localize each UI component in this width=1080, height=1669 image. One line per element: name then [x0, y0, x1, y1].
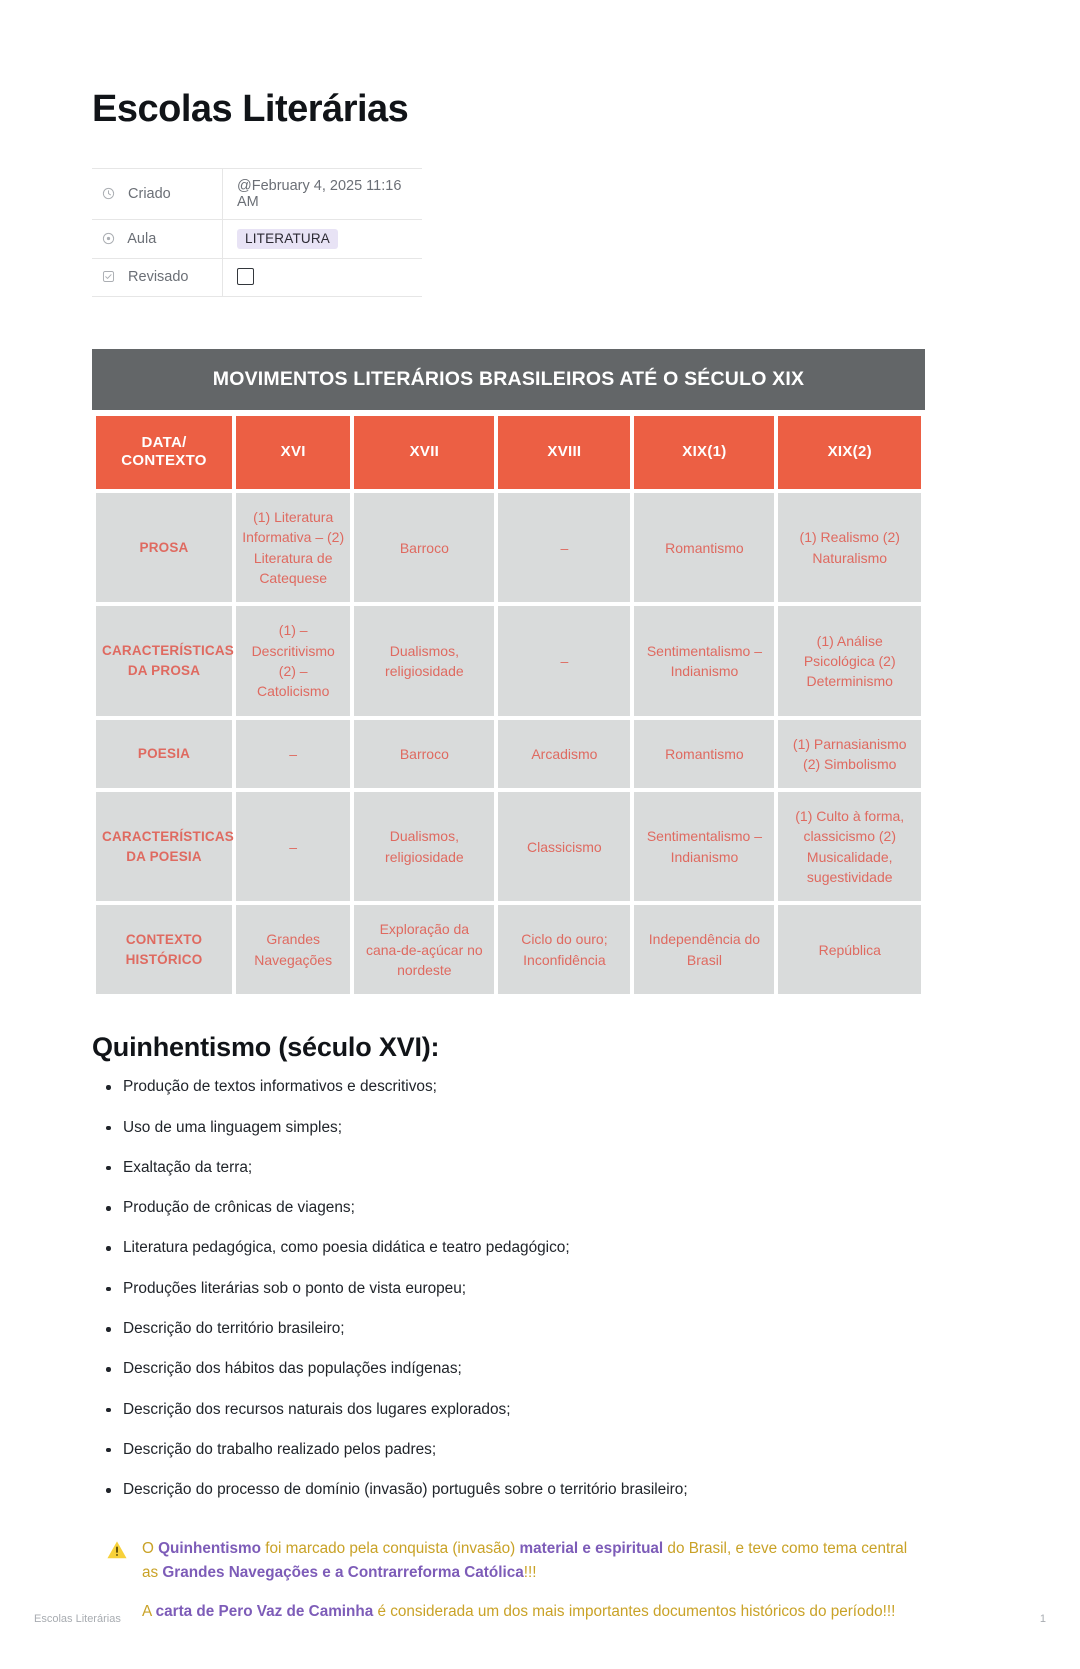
row-header-caracteristicas-prosa: [96, 606, 235, 715]
cell-cpoesia-xix2: (1) Culto à forma, classicismo (2) Musicalidade, sugestividade: [778, 792, 921, 901]
cell-prosa-xvii: Barroco: [354, 493, 494, 602]
quinhentismo-bullet-list: [92, 1077, 988, 1501]
callout-p2-a: A: [142, 1603, 156, 1621]
figure-header-row: [96, 416, 921, 490]
row-header-prosa: PROSA: [96, 493, 232, 602]
property-value-criado[interactable]: @February 4, 2025 11:16 AM: [237, 177, 402, 210]
cell-cprosa-xviii: –: [498, 606, 630, 715]
property-value-revisado[interactable]: [223, 258, 423, 296]
property-key-revisado: [92, 258, 223, 296]
row-header-caracteristicas-poesia: [96, 792, 235, 901]
movimentos-literarios-figure: [92, 349, 925, 999]
list-item: Descrição do processo de domínio (invasão) português sobre o território brasileiro;: [92, 1480, 988, 1501]
callout-p1-a: O: [142, 1540, 159, 1557]
callout-block: [92, 1535, 921, 1624]
callout-p1-e: do Brasil, e teve como tema central as: [142, 1540, 908, 1581]
property-value-aula[interactable]: [223, 219, 423, 258]
cell-cpoesia-xvi: –: [236, 792, 350, 901]
col-header-line1: DATA/: [141, 433, 187, 451]
row-header-line2: HISTÓRICO: [125, 951, 203, 967]
cell-poesia-xvi: –: [236, 720, 350, 789]
cell-poesia-xviii: Arcadismo: [498, 720, 630, 789]
page-title: Escolas Literárias: [92, 88, 409, 130]
properties-table: [92, 168, 422, 297]
cell-poesia-xix2: (1) Parnasianismo (2) Simbolismo: [778, 720, 921, 789]
figure-col-header-xix-1: XIX(1): [634, 416, 774, 490]
cell-contexto-xviii: Ciclo do ouro; Inconfidência: [498, 905, 630, 994]
cell-cpoesia-xviii: Classicismo: [498, 792, 630, 901]
list-item: Descrição dos hábitos das populações indígenas;: [92, 1359, 988, 1380]
table-row: [96, 792, 921, 901]
callout-p1-c: foi marcado pela conquista (invasão): [261, 1540, 520, 1557]
cell-cprosa-xvii: Dualismos, religiosidade: [354, 606, 494, 715]
table-row: [96, 493, 921, 602]
cell-poesia-xvii: Barroco: [354, 720, 494, 789]
col-header-line2: CONTEXTO: [121, 452, 207, 470]
row-header-poesia: POESIA: [96, 720, 232, 789]
revisado-checkbox[interactable]: [237, 268, 254, 285]
checkbox-icon: [102, 270, 115, 283]
list-item: Uso de uma linguagem simples;: [92, 1118, 988, 1139]
property-label-revisado: Revisado: [128, 269, 189, 286]
clock-icon: [102, 187, 115, 200]
list-item: Produção de textos informativos e descritivos;: [92, 1077, 988, 1098]
callout-p2-b: carta de Pero Vaz de Caminha: [155, 1603, 374, 1621]
figure-col-header-xix-2: XIX(2): [778, 416, 921, 490]
row-header-contexto-historico: [96, 905, 232, 994]
row-header-line1: CARACTERÍSTICAS: [102, 643, 235, 659]
property-row-criado: [92, 168, 422, 219]
property-key-aula: [92, 219, 223, 258]
list-item: Produção de crônicas de viagens;: [92, 1198, 988, 1219]
table-row: [96, 606, 921, 715]
section-heading-quinhentismo: Quinhentismo (século XVI):: [92, 1032, 440, 1063]
row-header-line1: CARACTERÍSTICAS: [102, 829, 235, 845]
list-item: Descrição dos recursos naturais dos lugares explorados;: [92, 1400, 988, 1421]
list-item: Descrição do trabalho realizado pelos padres;: [92, 1440, 988, 1461]
table-row: [96, 720, 921, 789]
callout-p2-c: é considerada um dos mais importantes documentos históricos do período!!!: [373, 1603, 896, 1621]
cell-cpoesia-xix1: Sentimentalismo – Indianismo: [634, 792, 774, 901]
figure-col-header-xvi: XVI: [236, 416, 350, 490]
cell-contexto-xix2: República: [778, 905, 921, 994]
property-label-aula: Aula: [127, 230, 157, 247]
cell-prosa-xvi: (1) Literatura Informativa – (2) Literatura de Catequese: [236, 493, 350, 602]
row-header-line2: DA PROSA: [127, 662, 201, 678]
callout-paragraph-1: [142, 1537, 921, 1584]
figure-col-header-xvii: XVII: [354, 416, 494, 490]
cell-cprosa-xvi: (1) – Descritivismo (2) – Catolicismo: [236, 606, 350, 715]
property-label-criado: Criado: [128, 185, 171, 202]
cell-prosa-xix1: Romantismo: [634, 493, 774, 602]
cell-prosa-xix2: (1) Realismo (2) Naturalismo: [778, 493, 921, 602]
warning-triangle-icon: [106, 1537, 128, 1624]
property-row-revisado: [92, 258, 422, 296]
callout-text: [142, 1537, 921, 1624]
list-item: Exaltação da terra;: [92, 1158, 988, 1179]
callout-p1-g: !!!: [523, 1563, 537, 1581]
footer-page-number: 1: [1039, 1613, 1046, 1625]
cell-contexto-xvii: Exploração da cana-de-açúcar no nordeste: [354, 905, 494, 994]
list-item: Literatura pedagógica, como poesia didática e teatro pedagógico;: [92, 1238, 988, 1259]
table-row: [96, 905, 921, 994]
callout-p1-f: Grandes Navegações e a Contrarreforma Católica: [162, 1563, 524, 1581]
cell-cprosa-xix1: Sentimentalismo – Indianismo: [634, 606, 774, 715]
row-header-line2: DA POESIA: [126, 848, 202, 864]
figure-col-header-xviii: XVIII: [498, 416, 630, 490]
cell-cpoesia-xvii: Dualismos, religiosidade: [354, 792, 494, 901]
list-item: Produções literárias sob o ponto de vista europeu;: [92, 1279, 988, 1300]
callout-p1-d: material e espiritual: [519, 1540, 664, 1557]
tag-literatura[interactable]: LITERATURA: [237, 229, 338, 249]
cell-cprosa-xix2: (1) Análise Psicológica (2) Determinismo: [778, 606, 921, 715]
row-header-line1: CONTEXTO: [125, 932, 203, 948]
select-icon: [102, 232, 115, 245]
callout-p1-b: Quinhentismo: [158, 1540, 261, 1557]
figure-col-header-data-contexto: [96, 416, 232, 490]
property-key-criado: [92, 168, 223, 219]
figure-data-table: [92, 412, 925, 999]
cell-prosa-xviii: –: [498, 493, 630, 602]
figure-title: MOVIMENTOS LITERÁRIOS BRASILEIROS ATÉ O SÉCULO XIX: [92, 349, 925, 410]
cell-contexto-xvi: Grandes Navegações: [236, 905, 350, 994]
page-footer: [34, 1613, 1046, 1625]
footer-doc-name: Escolas Literárias: [34, 1613, 121, 1625]
cell-contexto-xix1: Independência do Brasil: [634, 905, 774, 994]
cell-poesia-xix1: Romantismo: [634, 720, 774, 789]
list-item: Descrição do território brasileiro;: [92, 1319, 988, 1340]
property-row-aula: [92, 219, 422, 258]
